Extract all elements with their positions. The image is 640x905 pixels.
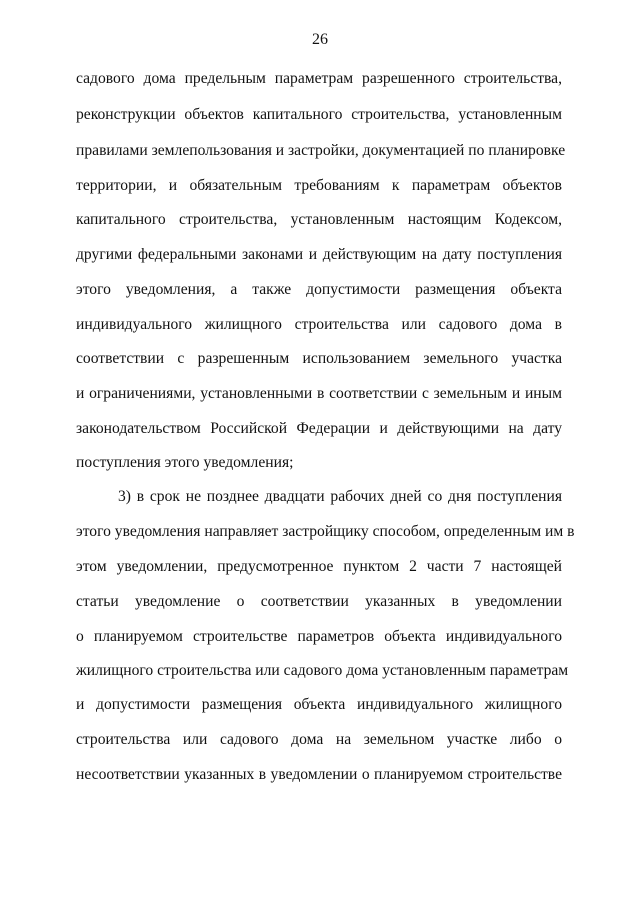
text-line: и допустимости размещения объекта индивидуального жилищного [76, 696, 562, 713]
text-line: статьи уведомление о соответствии указанных в уведомлении [76, 593, 562, 610]
text-line: строительства или садового дома на земельном участке либо о [76, 731, 562, 748]
text-line: законодательством Российской Федерации и действующими на дату [76, 420, 562, 437]
text-line: другими федеральными законами и действующим на дату поступления [76, 246, 562, 263]
text-line: о планируемом строительстве параметров объекта индивидуального [76, 628, 562, 645]
text-line: этом уведомлении, предусмотренное пунктом 2 части 7 настоящей [76, 558, 562, 575]
text-line: реконструкции объектов капитального строительства, установленным [76, 106, 562, 123]
text-line: и ограничениями, установленными в соответствии с земельным и иным [76, 385, 562, 402]
text-line: жилищного строительства или садового дома установленным параметрам [76, 662, 569, 679]
page-number: 26 [312, 31, 328, 48]
text-line: поступления этого уведомления; [76, 454, 294, 471]
text-line: несоответствии указанных в уведомлении о планируемом строительстве [76, 766, 562, 783]
text-line: соответствии с разрешенным использованием земельного участка [76, 350, 562, 367]
text-line: капитального строительства, установленным настоящим Кодексом, [76, 211, 562, 228]
text-line: 3) в срок не позднее двадцати рабочих дней со дня поступления [118, 488, 562, 505]
text-line: этого уведомления, а также допустимости размещения объекта [76, 281, 562, 298]
text-line: правилами землепользования и застройки, документацией по планировке [76, 142, 566, 159]
text-line: индивидуального жилищного строительства или садового дома в [76, 316, 562, 333]
text-line: садового дома предельным параметрам разрешенного строительства, [76, 70, 562, 87]
text-line: территории, и обязательным требованиям к параметрам объектов [76, 177, 562, 194]
text-line: этого уведомления направляет застройщику способом, определенным им в [76, 523, 575, 540]
